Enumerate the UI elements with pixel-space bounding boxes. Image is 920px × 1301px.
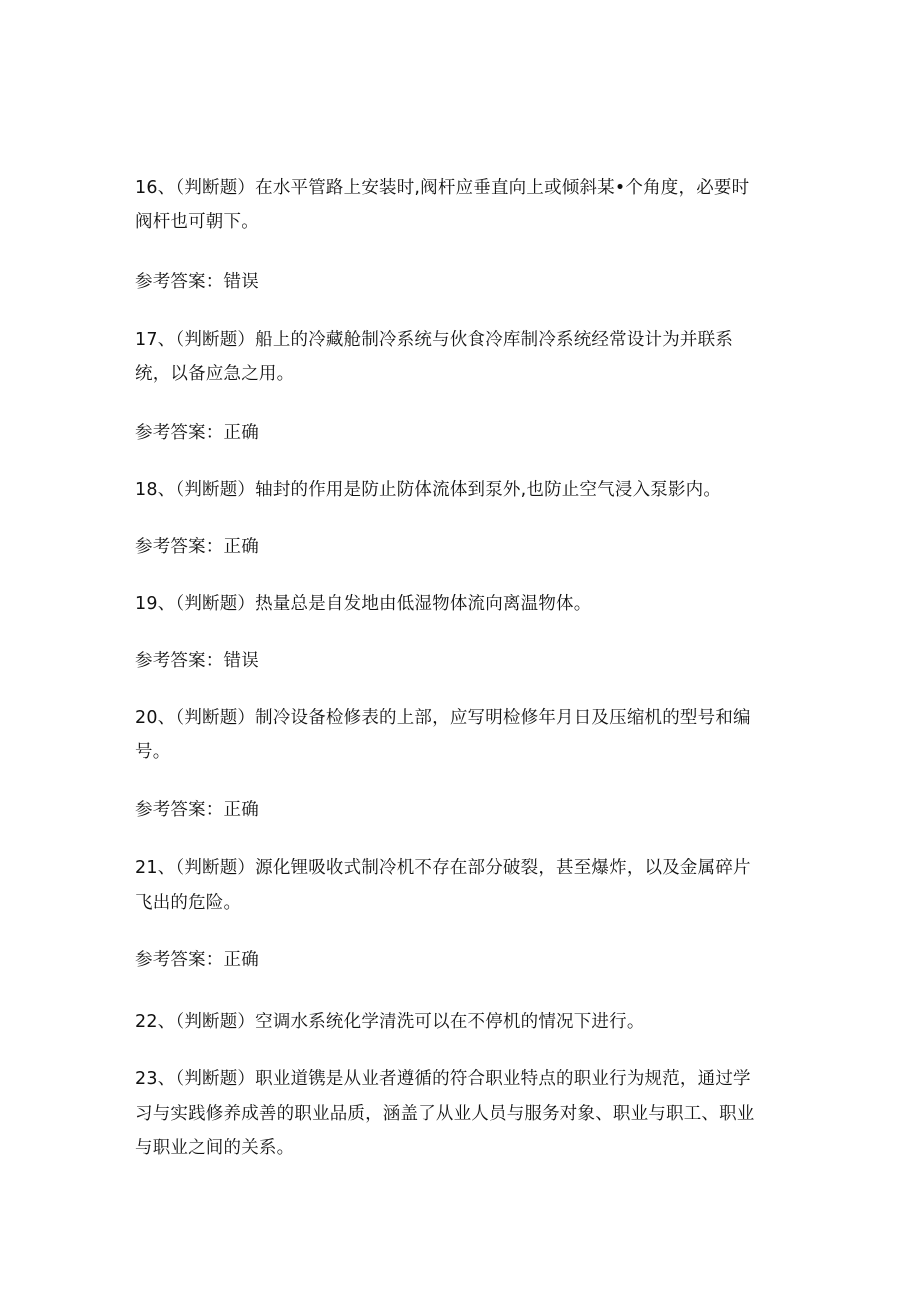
question-22-line-1: 22、（判断题）空调水系统化学清洗可以在不停机的情况下进行。 xyxy=(135,1012,645,1032)
question-20-line-2: 号。 xyxy=(135,742,171,762)
answer-16: 参考答案：错误 xyxy=(135,272,259,292)
question-18-line-1: 18、（判断题）轴封的作用是防止防体流体到泵外,也防止空气浸入泵影内。 xyxy=(135,480,722,500)
question-21-line-2: 飞出的危险。 xyxy=(135,893,242,913)
question-23-line-1: 23、（判断题）职业道镌是从业者遵循的符合职业特点的职业行为规范，通过学 xyxy=(135,1069,751,1089)
answer-20: 参考答案：正确 xyxy=(135,800,259,820)
question-20-line-1: 20、（判断题）制冷设备检修表的上部，应写明检修年月日及压缩机的型号和编 xyxy=(135,708,751,728)
answer-18: 参考答案：正确 xyxy=(135,537,259,557)
answer-19: 参考答案：错误 xyxy=(135,651,259,671)
question-17-line-2: 统，以备应急之用。 xyxy=(135,364,295,384)
question-19-line-1: 19、（判断题）热量总是自发地由低湿物体流向离温物体。 xyxy=(135,594,592,614)
answer-17: 参考答案：正确 xyxy=(135,423,259,443)
question-17-line-1: 17、（判断题）船上的冷藏舱制冷系统与伙食冷库制冷系统经常设计为并联系 xyxy=(135,330,734,350)
question-23-line-3: 与职业之间的关系。 xyxy=(135,1138,295,1158)
question-21-line-1: 21、（判断题）源化锂吸收式制冷机不存在部分破裂，甚至爆炸，以及金属碎片 xyxy=(135,858,751,878)
question-23-line-2: 习与实践修养成善的职业品质，涵盖了从业人员与服务对象、职业与职工、职业 xyxy=(135,1104,755,1124)
answer-21: 参考答案：正确 xyxy=(135,950,259,970)
question-16-line-2: 阀杆也可朝下。 xyxy=(135,212,259,232)
question-16-line-1: 16、（判断题）在水平管路上安装时,阀杆应垂直向上或倾斜某•个角度，必要时 xyxy=(135,178,750,198)
